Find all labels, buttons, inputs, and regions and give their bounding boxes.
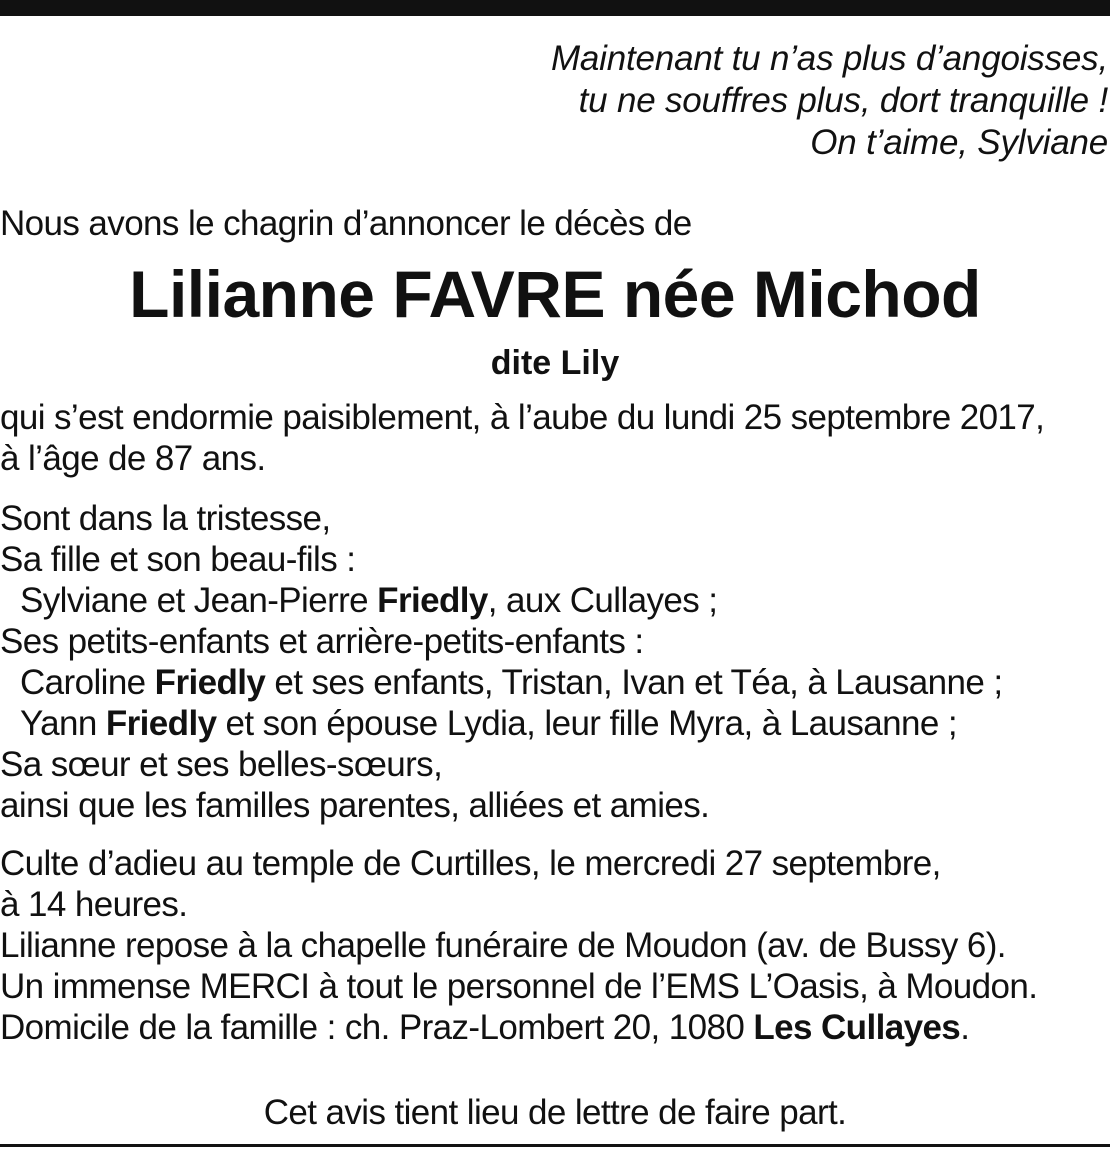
- grandchild-details: et son épouse Lydia, leur fille Myra, à Lausanne ;: [216, 704, 957, 743]
- daughter-entry: [0, 580, 1003, 621]
- footer-note: Cet avis tient lieu de lettre de faire part.: [263, 1093, 847, 1132]
- daughter-heading: Sa fille et son beau-fils :: [0, 540, 356, 579]
- top-rule: [0, 0, 1110, 16]
- family-list: [0, 498, 1003, 826]
- grandchild-first-name: Caroline: [20, 663, 155, 702]
- intro-text: Nous avons le chagrin d’annoncer le décès de: [0, 204, 692, 243]
- address-text: Domicile de la famille : ch. Praz-Lombert 20, 1080: [0, 1008, 754, 1047]
- service-line: Culte d’adieu au temple de Curtilles, le mercredi 27 septembre,: [0, 844, 941, 883]
- daughter-names: Sylviane et Jean-Pierre: [20, 581, 378, 620]
- bottom-rule: [0, 1144, 1110, 1147]
- epigraph-line: Maintenant tu n’as plus d’angoisses,: [550, 39, 1108, 78]
- address-town: Les Cullayes: [753, 1008, 961, 1047]
- repose-line: Lilianne repose à la chapelle funéraire de Moudon (av. de Bussy 6).: [0, 926, 1006, 965]
- grandchild-details: et ses enfants, Tristan, Ivan et Téa, à Lausanne ;: [265, 663, 1003, 702]
- grandchild-first-name: Yann: [20, 704, 106, 743]
- epigraph: [551, 38, 1108, 164]
- epigraph-signature: On t’aime, Sylviane: [810, 123, 1108, 162]
- service-details: [0, 843, 1037, 1048]
- deceased-nickname: dite Lily: [490, 344, 620, 382]
- family-address: [0, 1007, 1037, 1048]
- family-opening: Sont dans la tristesse,: [0, 499, 331, 538]
- grandchild-surname: Friedly: [154, 663, 266, 702]
- epigraph-line: tu ne souffres plus, dort tranquille !: [578, 81, 1108, 120]
- sister-line: Sa sœur et ses belles-sœurs,: [0, 745, 443, 784]
- address-end: .: [960, 1008, 970, 1047]
- service-time: à 14 heures.: [0, 885, 188, 924]
- grandchild-entry: [0, 662, 1003, 703]
- others-line: ainsi que les familles parentes, alliées et amies.: [0, 786, 710, 825]
- death-notice: [0, 397, 1044, 479]
- grandchild-entry: [0, 703, 1003, 744]
- deceased-name: Lilianne FAVRE née Michod: [129, 257, 981, 331]
- thanks-line: Un immense MERCI à tout le personnel de l’EMS L’Oasis, à Moudon.: [0, 967, 1038, 1006]
- grandchild-surname: Friedly: [105, 704, 217, 743]
- death-line: qui s’est endormie paisiblement, à l’aube du lundi 25 septembre 2017,: [0, 398, 1045, 437]
- daughter-surname: Friedly: [377, 581, 488, 620]
- death-line: à l’âge de 87 ans.: [0, 439, 266, 478]
- daughter-place: , aux Cullayes ;: [487, 581, 718, 620]
- grandchildren-heading: Ses petits-enfants et arrière-petits-enfants :: [0, 622, 644, 661]
